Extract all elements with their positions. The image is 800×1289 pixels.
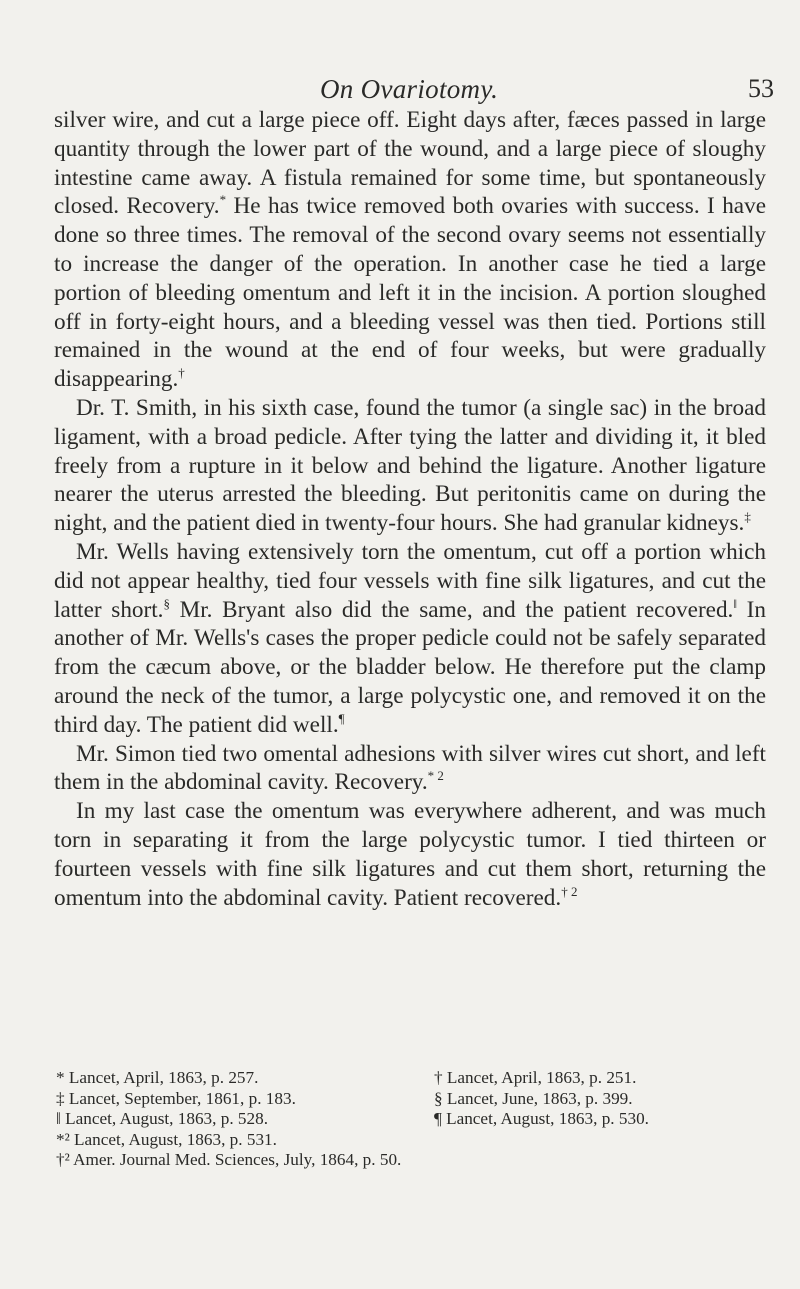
footnote: †² Amer. Journal Med. Sciences, July, 1864, p. 50. xyxy=(56,1150,402,1169)
text-run: Mr. Simon tied two omental adhesions with silver wires cut short, and left them in the abdominal cavity. Recovery. xyxy=(54,740,766,796)
footnote-marker: § xyxy=(163,595,170,611)
footnote: § Lancet, June, 1863, p. 399. xyxy=(434,1088,633,1108)
footnote-marker: * xyxy=(219,192,227,208)
paragraph xyxy=(54,797,766,912)
footnote-marker: † xyxy=(178,365,185,381)
text-run: silver wire, and cut a large piece off. Eight days after, fæces passed in large quantity through the lower part of the wound, and a large piece of sloughy intestine came away. A fistula remained for some time, but spontaneously closed. Recovery. xyxy=(54,107,766,220)
paragraph xyxy=(54,740,766,798)
footnote-row xyxy=(56,1089,756,1110)
footnote: ‡ Lancet, September, 1861, p. 183. xyxy=(56,1088,296,1108)
footnotes xyxy=(56,1068,756,1171)
text-run: He has twice removed both ovaries with success. I have done so three times. The removal of the second ovary seems not essentially to increase the danger of the operation. In another case he tied a large portion of bleeding omentum and left it in the incision. A portion sloughed off in forty-eight hours, and a bleeding vessel was then tied. Portions still remained in the wound at the end of four weeks, but were gradually disappearing. xyxy=(54,193,766,393)
text-run: Mr. Wells having extensively torn the omentum, cut off a portion which did not appear healthy, tied four vessels with fine silk ligatures, and cut the latter short. xyxy=(54,538,766,623)
footnote-row xyxy=(56,1109,756,1130)
paragraph xyxy=(54,538,766,740)
text-run: In my last case the omentum was everywhere adherent, and was much torn in separating it from the large polycystic tumor. I tied thirteen or fourteen vessels with fine silk ligatures and cut them short, returning the omentum into the abdominal cavity. Patient recovered. xyxy=(54,798,766,911)
footnote: † Lancet, April, 1863, p. 251. xyxy=(434,1068,637,1087)
text-run: Dr. T. Smith, in his sixth case, found the tumor (a single sac) in the broad ligament, with a broad pedicle. After tying the latter and dividing it, it bled freely from a rupture in it below and behind the ligature. Another ligature nearer the uterus arrested the bleeding. But peritonitis came on during the night, and the patient died in twenty-four hours. She had granular kidneys. xyxy=(54,394,766,537)
footnote: * Lancet, April, 1863, p. 257. xyxy=(56,1068,259,1087)
footnote-marker: † 2 xyxy=(561,883,578,899)
page-number: 53 xyxy=(748,74,774,103)
footnote-row xyxy=(56,1068,756,1089)
paragraph xyxy=(54,394,766,538)
running-title: On Ovariotomy. xyxy=(320,74,499,104)
footnote-marker: ¶ xyxy=(338,710,345,726)
text-run: In another of Mr. Wells's cases the proper pedicle could not be safely separated from the cæcum above, or the bladder below. He therefore put the clamp around the neck of the tumor, a large polycystic one, and removed it on the third day. The patient did well. xyxy=(54,596,766,738)
running-header xyxy=(0,74,800,106)
body-text xyxy=(54,106,766,912)
text-run: Mr. Bryant also did the same, and the patient recovered. xyxy=(169,596,734,623)
footnote-marker: * 2 xyxy=(427,768,444,784)
paragraph xyxy=(54,106,766,394)
footnote: ¶ Lancet, August, 1863, p. 530. xyxy=(434,1109,649,1128)
footnote: ‖ Lancet, August, 1863, p. 528. xyxy=(56,1109,269,1128)
footnote: *² Lancet, August, 1863, p. 531. xyxy=(56,1129,277,1149)
footnote-marker: ‡ xyxy=(744,509,751,525)
footnote-marker: ‖ xyxy=(733,595,738,611)
